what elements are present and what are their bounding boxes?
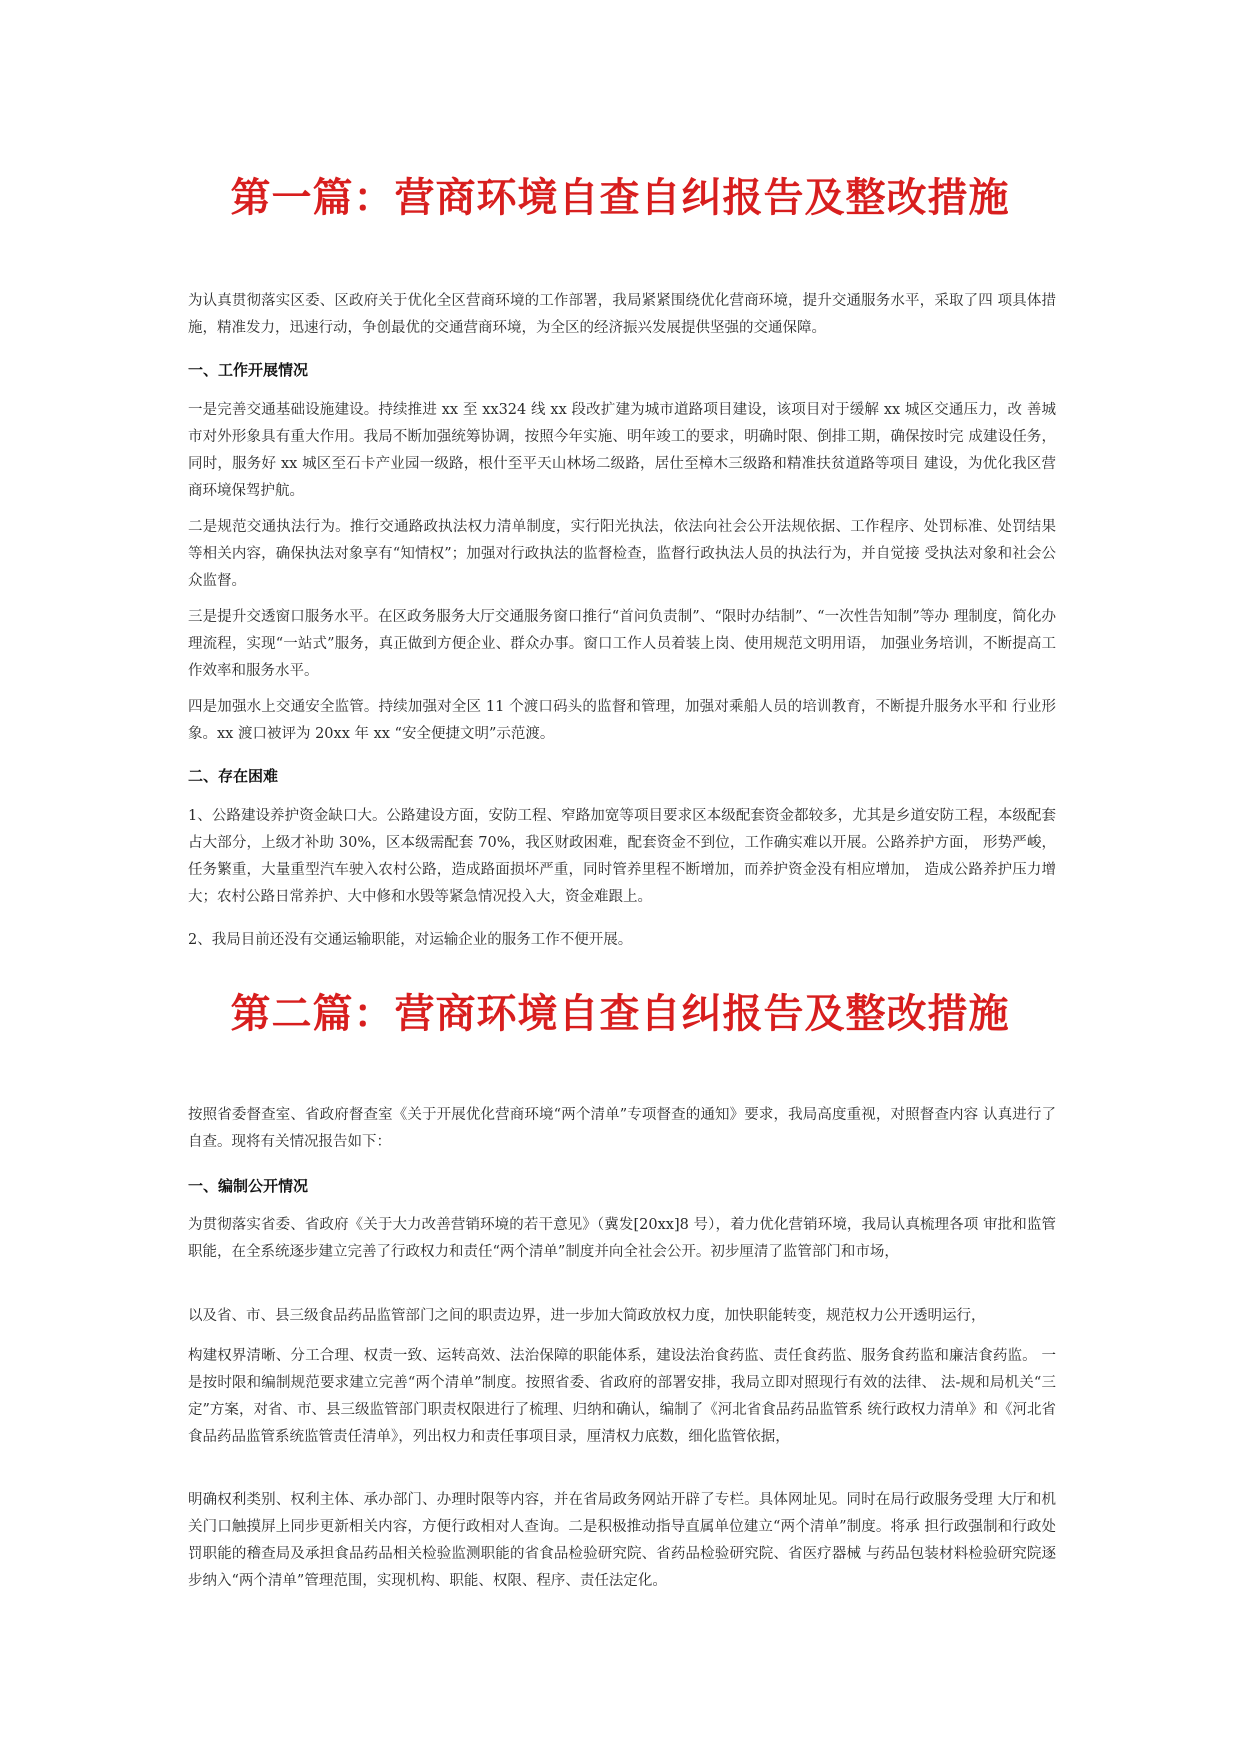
doc2-intro-block <box>188 1102 1056 1156</box>
doc1-p2-block <box>188 514 1056 595</box>
doc1-paragraph-6: 2、我局目前还没有交通运输职能，对运输企业的服务工作不便开展。 <box>188 932 633 948</box>
doc1-p4-block <box>188 694 1056 748</box>
doc1-section2-block <box>188 764 1056 788</box>
doc1-intro-paragraph: 为认真贯彻落实区委、区政府关于优化全区营商环境的工作部署，我局紧紧围绕优化营商环境，提升交通服务水平，采取了四 项具体措施，精准发力，迅速行动，争创最优的交通营商环境，为全区的经济振兴发展提供坚强的交通保障。 <box>188 293 1056 336</box>
doc1-paragraph-3: 三是提升交透窗口服务水平。在区政务服务大厅交通服务窗口推行“首问负责制”、“限时办结制”、“一次性告知制”等办 理制度，简化办理流程，实现“一站式”服务，真正做到方便企业、群众办事。窗口工作人员着装上岗、使用规范文明用语， 加强业务培训，不断提高工作效率和服务水平。 <box>188 609 1056 679</box>
doc1-title: 第一篇：营商环境自查自纠报告及整改措施 <box>230 175 1010 221</box>
doc1-p5-block <box>188 803 1056 911</box>
doc2-section1-block <box>188 1174 1056 1198</box>
doc1-section1-heading: 一、工作开展情况 <box>188 361 309 379</box>
doc1-p1-block <box>188 397 1056 505</box>
doc2-intro-paragraph: 按照省委督查室、省政府督查室《关于开展优化营商环境“两个清单”专项督查的通知》要求，我局高度重视，对照督查内容 认真进行了自查。现将有关情况报告如下： <box>188 1107 1056 1150</box>
doc1-paragraph-4: 四是加强水上交通安全监管。持续加强对全区 11 个渡口码头的监督和管理，加强对乘船人员的培训教育，不断提升服务水平和 行业形象。xx 渡口被评为 20xx 年 xx “安全便捷文明”示范渡。 <box>188 699 1056 742</box>
doc2-p2-block <box>188 1303 1056 1330</box>
doc1-section1-block <box>188 358 1056 382</box>
doc1-intro-block <box>188 288 1056 342</box>
doc1-section2-heading: 二、存在困难 <box>188 767 279 785</box>
doc2-section1-heading: 一、编制公开情况 <box>188 1177 309 1195</box>
doc2-title: 第二篇：营商环境自查自纠报告及整改措施 <box>230 991 1010 1037</box>
doc1-p3-block <box>188 604 1056 685</box>
doc2-p1-block <box>188 1212 1056 1266</box>
doc2-p4-block <box>188 1487 1056 1595</box>
doc1-paragraph-5: 1、公路建设养护资金缺口大。公路建设方面，安防工程、窄路加宽等项目要求区本级配套资金都较多，尤其是乡道安防工程，本级配套占大部分，上级才补助 30%，区本级需配套 70%，我区财政困难，配套资金不到位，工作确实难以开展。公路养护方面， 形势严峻，任务繁重，大量重型汽车驶入农村公路，造成路面损坏严重，同时管养里程不断增加，而养护资金没有相应增加， 造成公路养护压力增大；农村公路日常养护、大中修和水毁等紧急情况投入大，资金难跟上。 <box>188 808 1056 905</box>
doc2-paragraph-2: 以及省、市、县三级食品药品监管部门之间的职责边界，进一步加大简政放权力度，加快职能转变，规范权力公开透明运行， <box>188 1308 986 1324</box>
doc1-paragraph-2: 二是规范交通执法行为。推行交通路政执法权力清单制度，实行阳光执法，依法向社会公开法规依据、工作程序、处罚标准、处罚结果等相关内容，确保执法对象享有“知情权”；加强对行政执法的监督检查，监督行政执法人员的执法行为，并自觉接 受执法对象和社会公众监督。 <box>188 519 1056 589</box>
doc1-paragraph-1: 一是完善交通基础设施建设。持续推进 xx 至 xx324 线 xx 段改扩建为城市道路项目建设，该项目对于缓解 xx 城区交通压力，改 善城市对外形象具有重大作用。我局不断加强统筹协调，按照今年实施、明年竣工的要求，明确时限、倒排工期，确保按时完 成建设任务，同时，服务好 xx 城区至石卡产业园一级路，根什至平天山林场二级路，居仕至樟木三级路和精准扶贫道路等项目 建设，为优化我区营商环境保驾护航。 <box>188 402 1056 499</box>
doc2-paragraph-1: 为贯彻落实省委、省政府《关于大力改善营销环境的若干意见》（冀发[20xx]8 号），着力优化营销环境，我局认真梳理各项 审批和监管职能，在全系统逐步建立完善了行政权力和责任“两个清单”制度并向全社会公开。初步厘清了监管部门和市场， <box>188 1217 1056 1260</box>
doc2-paragraph-4: 明确权利类别、权利主体、承办部门、办理时限等内容，并在省局政务网站开辟了专栏。具体网址见。同时在局行政服务受理 大厅和机关门口触摸屏上同步更新相关内容，方便行政相对人查询。二是积极推动指导直属单位建立“两个清单”制度。将承 担行政强制和行政处罚职能的稽查局及承担食品药品相关检验监测职能的省食品检验研究院、省药品检验研究院、省医疗器械 与药品包装材料检验研究院逐步纳入“两个清单”管理范围，实现机构、职能、权限、程序、责任法定化。 <box>188 1492 1056 1589</box>
doc2-paragraph-3: 构建权界清晰、分工合理、权责一致、运转高效、法治保障的职能体系，建设法治食药监、责任食药监、服务食药监和廉洁食药监。 一是按时限和编制规范要求建立完善“两个清单”制度。按照省委、省政府的部署安排，我局立即对照现行有效的法律、 法-规和局机关“三定”方案，对省、市、县三级监管部门职责权限进行了梳理、归纳和确认，编制了《河北省食品药品监管系 统行政权力清单》和《河北省食品药品监管系统监管责任清单》，列出权力和责任事项目录，厘清权力底数，细化监管依据， <box>188 1348 1056 1445</box>
doc2-p3-block <box>188 1343 1056 1451</box>
doc1-p6-block <box>188 927 1056 954</box>
